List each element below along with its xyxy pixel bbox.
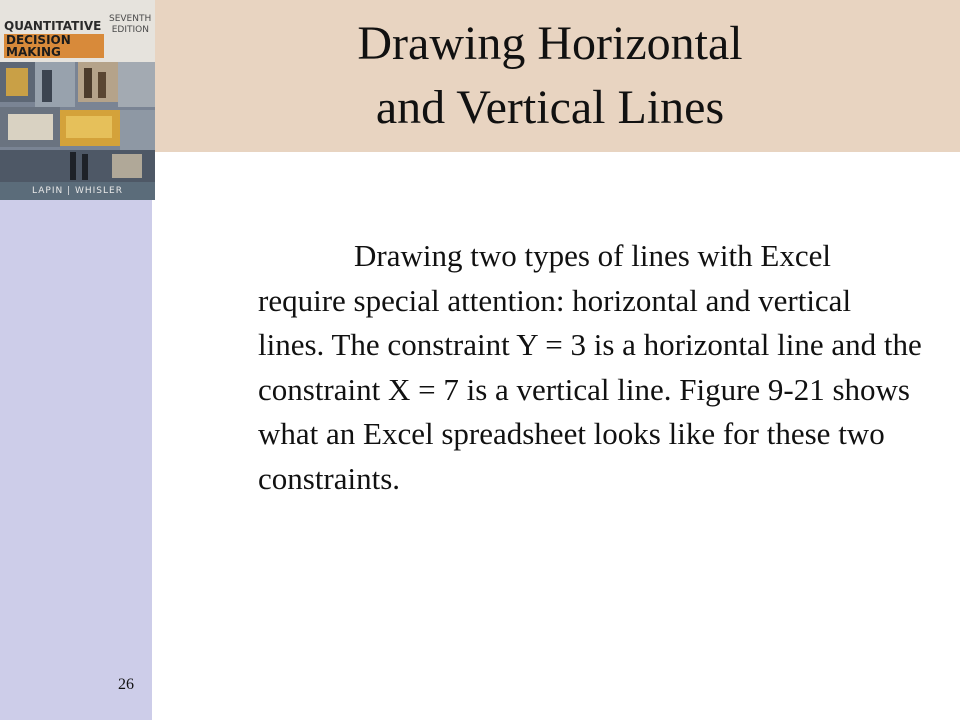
slide-title-line-2: and Vertical Lines <box>375 81 725 134</box>
book-cover-authors: LAPIN | WHISLER <box>0 182 155 200</box>
slide-title-line-1: Drawing Horizontal <box>357 17 743 70</box>
slide-page-number: 26 <box>118 676 134 693</box>
book-cover-image <box>0 0 155 200</box>
book-cover-title: QUANTITATIVE DECISION MAKING <box>4 20 104 58</box>
book-cover-edition: SEVENTH EDITION <box>109 14 152 35</box>
slide-body-text <box>258 234 923 501</box>
slide-title <box>225 12 875 140</box>
book-cover-photo-collage <box>0 62 155 182</box>
slide-body-paragraph: Drawing two types of lines with Excel require special attention: horizontal and vertical lines. The constraint Y = 3 is a horizontal line and the constraint X = 7 is a vertical line. Figure 9-21 shows what an Excel spreadsheet looks like for these two constraints. <box>258 238 922 496</box>
